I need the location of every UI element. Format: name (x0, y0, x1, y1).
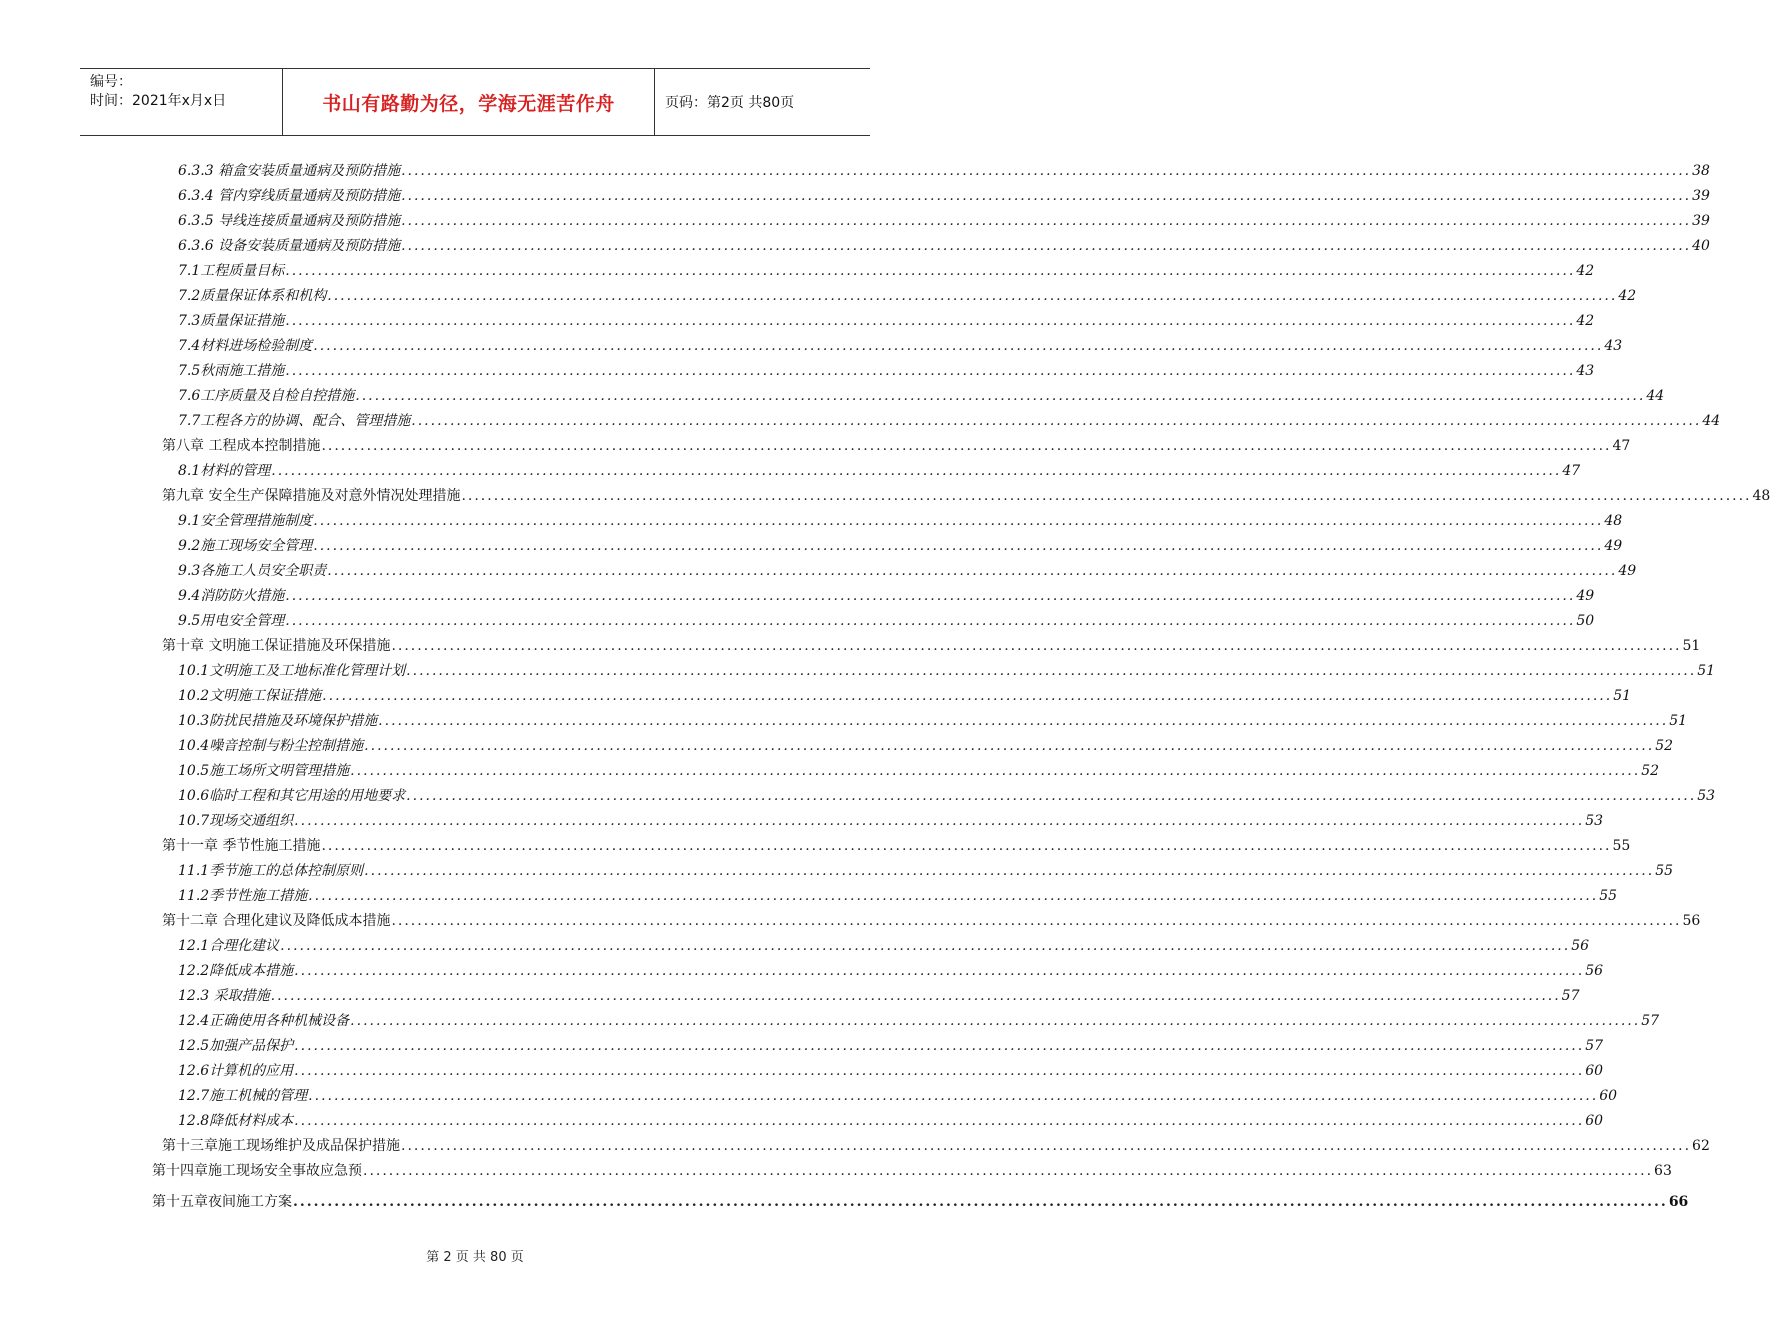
toc-entry-page: 48 (1604, 513, 1623, 529)
toc-entry-page: 44 (1702, 413, 1721, 429)
toc-entry[interactable] (178, 185, 1710, 207)
toc-entry-title: 第十三章施工现场维护及成品保护措施 (162, 1138, 400, 1154)
toc-entry-page: 44 (1646, 388, 1665, 404)
toc-entry-page: 60 (1585, 1063, 1604, 1079)
toc-entry-page: 51 (1697, 663, 1716, 679)
toc-entry-title: 7.1工程质量目标 (178, 263, 285, 279)
toc-dot-leader: ........................................................................................................................................................................................................ (294, 1038, 1585, 1054)
toc-entry-page: 47 (1562, 463, 1581, 479)
toc-entry-title: 12.7施工机械的管理 (178, 1088, 308, 1104)
toc-entry-title: 7.6工序质量及自检自控措施 (178, 388, 355, 404)
toc-entry-page: 55 (1612, 838, 1631, 854)
toc-entry[interactable] (178, 160, 1710, 182)
toc-entry-page: 55 (1655, 863, 1674, 879)
toc-entry-title: 8.1材料的管理 (178, 463, 271, 479)
header-meta (80, 69, 282, 135)
toc-dot-leader: ........................................................................................................................................................................................................ (391, 638, 1682, 654)
toc-entry[interactable] (178, 735, 1674, 757)
toc-entry[interactable] (178, 360, 1595, 382)
toc-entry-title: 9.3各施工人员安全职责 (178, 563, 327, 579)
toc-entry-page: 57 (1641, 1013, 1660, 1029)
toc-dot-leader: ........................................................................................................................................................................................................ (364, 863, 1655, 879)
toc-entry-title: 第十五章夜间施工方案 (152, 1194, 292, 1210)
toc-entry-page: 42 (1618, 288, 1637, 304)
toc-entry-page: 57 (1585, 1038, 1604, 1054)
toc-entry[interactable] (178, 810, 1604, 832)
toc-dot-leader: ........................................................................................................................................................................................................ (294, 1063, 1585, 1079)
toc-dot-leader: ........................................................................................................................................................................................................ (308, 888, 1599, 904)
toc-entry-page: 39 (1692, 213, 1710, 229)
toc-entry-page: 48 (1752, 488, 1770, 504)
toc-entry[interactable] (178, 935, 1590, 957)
toc-entry[interactable] (152, 1191, 1689, 1213)
toc-entry-page: 43 (1604, 338, 1623, 354)
page-footer (0, 1246, 950, 1265)
toc-entry[interactable] (178, 960, 1604, 982)
toc-entry-page: 53 (1697, 788, 1716, 804)
toc-dot-leader: ........................................................................................................................................................................................................ (401, 1138, 1692, 1154)
toc-entry-title: 12.2降低成本措施 (178, 963, 294, 979)
toc-entry-title: 10.1文明施工及工地标准化管理计划 (178, 663, 406, 679)
toc-entry-title: 9.4消防防火措施 (178, 588, 285, 604)
toc-entry-page: 62 (1692, 1138, 1710, 1154)
toc-entry-title: 10.2文明施工保证措施 (178, 688, 322, 704)
toc-dot-leader: ........................................................................................................................................................................................................ (313, 538, 1604, 554)
toc-entry[interactable] (178, 560, 1637, 582)
toc-entry-title: 10.3防扰民措施及环境保护措施 (178, 713, 378, 729)
toc-entry-title: 6.3.4 管内穿线质量通病及预防措施 (178, 188, 401, 204)
toc-dot-leader: ........................................................................................................................................................................................................ (270, 988, 1561, 1004)
toc-entry[interactable] (178, 235, 1710, 257)
toc-entry[interactable] (178, 785, 1716, 807)
document-number-label: 编号： (90, 74, 132, 90)
document-time: 时间：2021年x月x日 (90, 93, 227, 109)
toc-entry-title: 7.4材料进场检验制度 (178, 338, 313, 354)
toc-entry-title: 10.6临时工程和其它用途的用地要求 (178, 788, 406, 804)
toc-dot-leader: ........................................................................................................................................................................................................ (294, 963, 1585, 979)
toc-entry-title: 12.5加强产品保护 (178, 1038, 294, 1054)
toc-entry[interactable] (178, 510, 1623, 532)
toc-entry-page: 43 (1576, 363, 1595, 379)
toc-entry-title: 10.4噪音控制与粉尘控制措施 (178, 738, 364, 754)
toc-dot-leader: ........................................................................................................................................................................................................ (313, 513, 1604, 529)
toc-entry[interactable] (178, 1110, 1604, 1132)
toc-entry[interactable] (178, 285, 1637, 307)
toc-dot-leader: ........................................................................................................................................................................................................ (285, 613, 1576, 629)
toc-dot-leader: ........................................................................................................................................................................................................ (401, 163, 1692, 179)
toc-dot-leader: ........................................................................................................................................................................................................ (411, 413, 1702, 429)
toc-dot-leader: ........................................................................................................................................................................................................ (391, 913, 1682, 929)
toc-entry-page: 63 (1654, 1163, 1672, 1179)
toc-dot-leader: ........................................................................................................................................................................................................ (327, 563, 1618, 579)
toc-dot-leader: ........................................................................................................................................................................................................ (293, 1194, 1668, 1210)
toc-entry[interactable] (178, 1060, 1604, 1082)
toc-dot-leader: ........................................................................................................................................................................................................ (363, 1163, 1654, 1179)
toc-dot-leader: ........................................................................................................................................................................................................ (285, 313, 1576, 329)
toc-entry-page: 55 (1599, 888, 1618, 904)
toc-dot-leader: ........................................................................................................................................................................................................ (313, 338, 1604, 354)
toc-entry-title: 12.3 采取措施 (178, 988, 270, 1004)
toc-entry-page: 52 (1641, 763, 1660, 779)
toc-entry-page: 56 (1571, 938, 1590, 954)
page-header (80, 68, 870, 136)
toc-entry-title: 第十四章施工现场安全事故应急预 (152, 1163, 362, 1179)
toc-dot-leader: ........................................................................................................................................................................................................ (364, 738, 1655, 754)
toc-entry-page: 56 (1585, 963, 1604, 979)
toc-entry-title: 6.3.6 设备安装质量通病及预防措施 (178, 238, 401, 254)
toc-entry-page: 51 (1682, 638, 1701, 654)
toc-dot-leader: ........................................................................................................................................................................................................ (401, 238, 1692, 254)
toc-entry[interactable] (178, 535, 1623, 557)
toc-entry[interactable] (178, 335, 1623, 357)
toc-entry[interactable] (178, 260, 1595, 282)
toc-entry-page: 40 (1692, 238, 1710, 254)
toc-entry[interactable] (178, 385, 1665, 407)
toc-dot-leader: ........................................................................................................................................................................................................ (406, 788, 1697, 804)
toc-dot-leader: ........................................................................................................................................................................................................ (350, 763, 1641, 779)
toc-entry-page: 51 (1613, 688, 1632, 704)
toc-entry-title: 12.4正确使用各种机械设备 (178, 1013, 350, 1029)
toc-dot-leader: ........................................................................................................................................................................................................ (401, 213, 1692, 229)
toc-entry[interactable] (162, 910, 1701, 932)
toc-dot-leader: ........................................................................................................................................................................................................ (461, 488, 1752, 504)
toc-entry-title: 11.1季节施工的总体控制原则 (178, 863, 364, 879)
toc-entry-title: 9.5用电安全管理 (178, 613, 285, 629)
toc-dot-leader: ........................................................................................................................................................................................................ (327, 288, 1618, 304)
toc-dot-leader: ........................................................................................................................................................................................................ (378, 713, 1669, 729)
toc-dot-leader: ........................................................................................................................................................................................................ (308, 1088, 1599, 1104)
toc-entry-title: 7.5秋雨施工措施 (178, 363, 285, 379)
toc-dot-leader: ........................................................................................................................................................................................................ (294, 813, 1585, 829)
toc-entry-page: 52 (1655, 738, 1674, 754)
toc-entry-title: 6.3.5 导线连接质量通病及预防措施 (178, 213, 401, 229)
toc-entry-title: 12.8降低材料成本 (178, 1113, 294, 1129)
toc-dot-leader: ........................................................................................................................................................................................................ (285, 588, 1576, 604)
toc-entry[interactable] (178, 860, 1674, 882)
toc-entry-page: 49 (1576, 588, 1595, 604)
toc-dot-leader: ........................................................................................................................................................................................................ (350, 1013, 1641, 1029)
toc-entry-title: 7.7工程各方的协调、配合、管理措施 (178, 413, 411, 429)
toc-entry[interactable] (178, 985, 1580, 1007)
toc-entry[interactable] (178, 1010, 1660, 1032)
toc-entry-title: 7.3质量保证措施 (178, 313, 285, 329)
toc-entry-title: 10.5施工场所文明管理措施 (178, 763, 350, 779)
toc-entry[interactable] (178, 310, 1595, 332)
toc-entry-title: 第十二章 合理化建议及降低成本措施 (162, 913, 391, 929)
toc-entry[interactable] (178, 210, 1710, 232)
toc-dot-leader: ........................................................................................................................................................................................................ (322, 688, 1613, 704)
toc-entry-page: 57 (1561, 988, 1580, 1004)
toc-entry-page: 38 (1692, 163, 1710, 179)
toc-entry[interactable] (178, 885, 1618, 907)
toc-dot-leader: ........................................................................................................................................................................................................ (406, 663, 1697, 679)
header-page-info (655, 69, 870, 135)
toc-entry-title: 第九章 安全生产保障措施及对意外情况处理措施 (162, 488, 461, 504)
toc-entry[interactable] (162, 835, 1631, 857)
toc-entry[interactable] (162, 1135, 1710, 1157)
footer-page-number: 第 2 页 共 80 页 (426, 1250, 524, 1265)
header-page-number: 页码：第2页 共80页 (665, 95, 795, 111)
toc-entry-title: 7.2质量保证体系和机构 (178, 288, 327, 304)
toc-entry[interactable] (178, 710, 1688, 732)
toc-dot-leader: ........................................................................................................................................................................................................ (280, 938, 1571, 954)
toc-entry[interactable] (178, 660, 1716, 682)
toc-dot-leader: ........................................................................................................................................................................................................ (321, 438, 1612, 454)
toc-dot-leader: ........................................................................................................................................................................................................ (271, 463, 1562, 479)
toc-dot-leader: ........................................................................................................................................................................................................ (355, 388, 1646, 404)
toc-entry[interactable] (178, 1085, 1618, 1107)
toc-entry-title: 10.7现场交通组织 (178, 813, 294, 829)
toc-entry-title: 12.1合理化建议 (178, 938, 280, 954)
toc-entry[interactable] (178, 410, 1721, 432)
toc-entry[interactable] (178, 585, 1595, 607)
toc-entry-page: 60 (1585, 1113, 1604, 1129)
toc-entry-page: 49 (1618, 563, 1637, 579)
toc-entry-title: 12.6计算机的应用 (178, 1063, 294, 1079)
toc-entry-title: 11.2季节性施工措施 (178, 888, 308, 904)
toc-dot-leader: ........................................................................................................................................................................................................ (294, 1113, 1585, 1129)
header-motto: 书山有路勤为径，学海无涯苦作舟 (322, 92, 615, 115)
toc-entry-title: 9.1安全管理措施制度 (178, 513, 313, 529)
toc-entry[interactable] (178, 1035, 1604, 1057)
toc-entry-page: 60 (1599, 1088, 1618, 1104)
toc-entry[interactable] (162, 435, 1631, 457)
toc-entry[interactable] (178, 610, 1595, 632)
toc-dot-leader: ........................................................................................................................................................................................................ (401, 188, 1692, 204)
toc-entry-page: 66 (1668, 1194, 1689, 1210)
toc-entry[interactable] (178, 685, 1632, 707)
toc-entry-page: 56 (1682, 913, 1701, 929)
toc-dot-leader: ........................................................................................................................................................................................................ (321, 838, 1612, 854)
toc-entry[interactable] (152, 1160, 1672, 1182)
toc-entry-page: 51 (1669, 713, 1688, 729)
toc-entry-page: 53 (1585, 813, 1604, 829)
toc-entry-page: 39 (1692, 188, 1710, 204)
toc-entry-page: 42 (1576, 263, 1595, 279)
header-motto-cell (282, 69, 655, 135)
toc-dot-leader: ........................................................................................................................................................................................................ (285, 363, 1576, 379)
toc-entry-page: 42 (1576, 313, 1595, 329)
toc-entry-title: 第十一章 季节性施工措施 (162, 838, 321, 854)
toc-entry-page: 47 (1612, 438, 1631, 454)
toc-entry[interactable] (178, 760, 1660, 782)
toc-entry-title: 第八章 工程成本控制措施 (162, 438, 321, 454)
toc-entry[interactable] (162, 485, 1770, 507)
toc-entry[interactable] (162, 635, 1701, 657)
toc-dot-leader: ........................................................................................................................................................................................................ (285, 263, 1576, 279)
toc-entry-title: 9.2施工现场安全管理 (178, 538, 313, 554)
toc-entry-title: 第十章 文明施工保证措施及环保措施 (162, 638, 391, 654)
toc-entry-title: 6.3.3 箱盒安装质量通病及预防措施 (178, 163, 401, 179)
toc-entry[interactable] (178, 460, 1581, 482)
toc-entry-page: 49 (1604, 538, 1623, 554)
toc-entry-page: 50 (1576, 613, 1595, 629)
